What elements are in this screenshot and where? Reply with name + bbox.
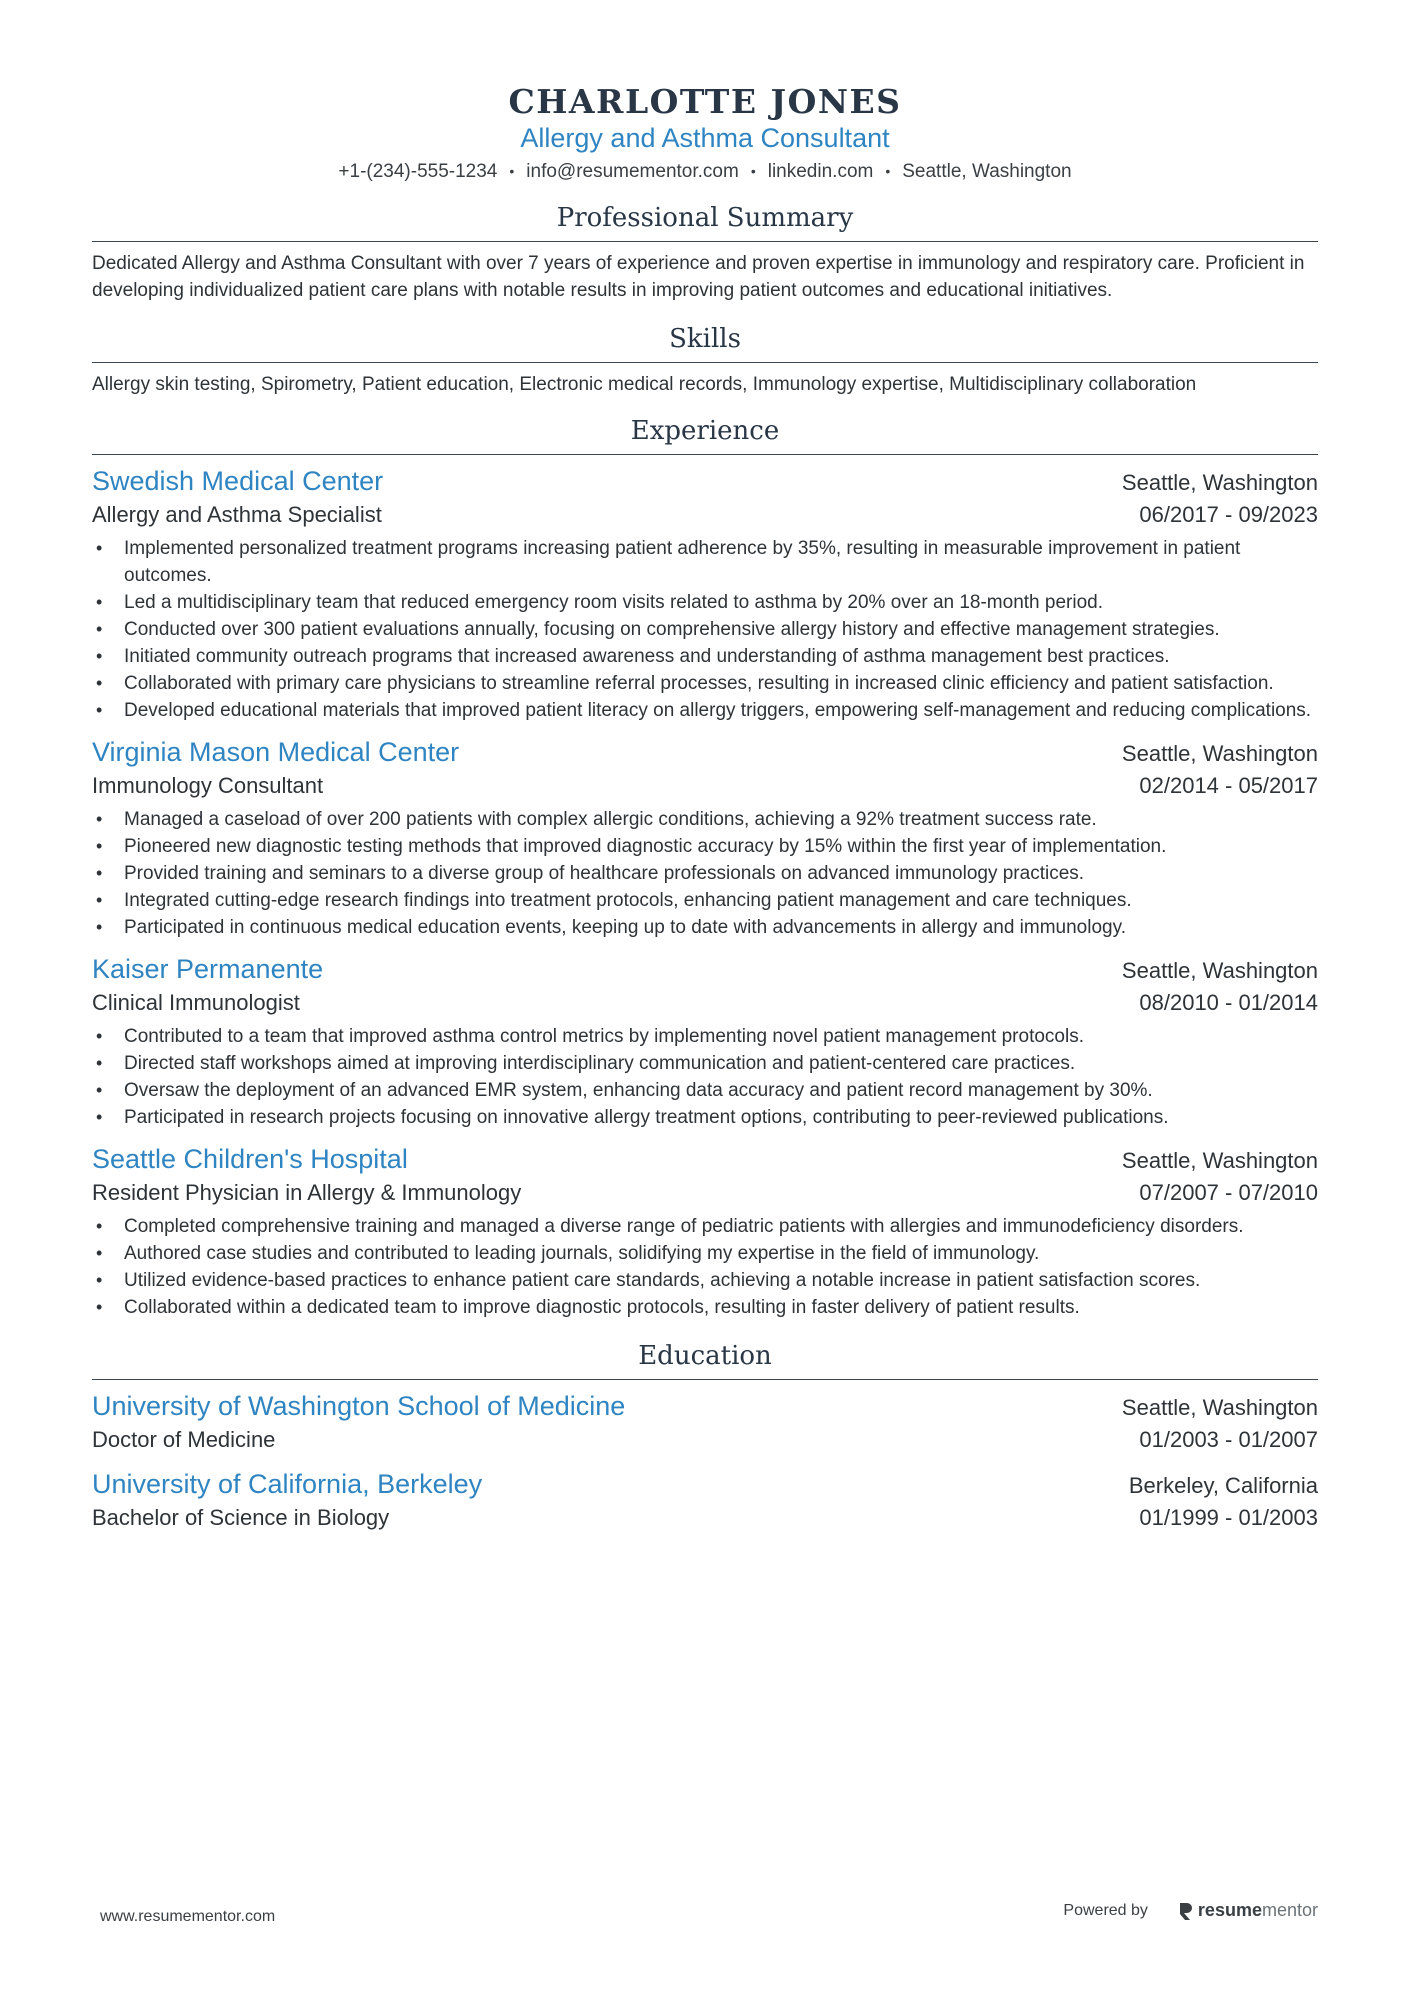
powered-by-label: Powered by xyxy=(1063,1901,1148,1919)
bullet-item: • Provided training and seminars to a diverse group of healthcare professionals on advanced immunology practices. xyxy=(92,860,1318,887)
entry-subheader-row xyxy=(92,499,1318,531)
job-role: Resident Physician in Allergy & Immunology xyxy=(92,1180,522,1205)
bullet-item: • Completed comprehensive training and managed a diverse range of pediatric patients with allergies and immunodeficiency disorders. xyxy=(92,1213,1318,1240)
job-dates: 08/2010 - 01/2014 xyxy=(1139,990,1318,1015)
experience-list xyxy=(92,463,1318,1321)
bullet-item: • Conducted over 300 patient evaluations annually, focusing on comprehensive allergy history and effective management strategies. xyxy=(92,616,1318,643)
brand-name-bold: resume xyxy=(1197,1900,1262,1920)
section-heading: Professional Summary xyxy=(92,201,1318,242)
job-location: Seattle, Washington xyxy=(1121,958,1318,983)
education-entry xyxy=(92,1388,1318,1456)
entry-subheader-row xyxy=(92,987,1318,1019)
contact-separator: • xyxy=(509,163,515,179)
entry-header-row xyxy=(92,463,1318,499)
employer-name: Virginia Mason Medical Center xyxy=(92,737,460,767)
bullet-item: • Participated in research projects focusing on innovative allergy treatment options, contributing to peer-reviewed publications. xyxy=(92,1104,1318,1131)
bullet-item: • Managed a caseload of over 200 patients with complex allergic conditions, achieving a 92% treatment success rate. xyxy=(92,806,1318,833)
job-bullets xyxy=(92,535,1318,724)
job-location: Seattle, Washington xyxy=(1121,1148,1318,1173)
contact-linkedin[interactable]: linkedin.com xyxy=(767,161,874,182)
bullet-item: • Led a multidisciplinary team that reduced emergency room visits related to asthma by 20% over an 18-month period. xyxy=(92,589,1318,616)
degree: Doctor of Medicine xyxy=(92,1427,276,1452)
school-name: University of California, Berkeley xyxy=(92,1469,483,1499)
employer-name: Seattle Children's Hospital xyxy=(92,1144,408,1174)
contact-email[interactable]: info@resumementor.com xyxy=(526,161,739,182)
bullet-item: • Integrated cutting-edge research findings into treatment protocols, enhancing patient management and care techniques. xyxy=(92,887,1318,914)
bullet-item: • Directed staff workshops aimed at improving interdisciplinary communication and patient-centered care practices. xyxy=(92,1050,1318,1077)
contact-phone: +1-(234)-555-1234 xyxy=(338,161,498,182)
job-bullets xyxy=(92,1023,1318,1131)
bullet-item: • Participated in continuous medical education events, keeping up to date with advancements in allergy and immunology. xyxy=(92,914,1318,941)
job-role: Clinical Immunologist xyxy=(92,990,300,1015)
experience-entry xyxy=(92,1141,1318,1321)
experience-section xyxy=(92,414,1318,1321)
job-dates: 02/2014 - 05/2017 xyxy=(1139,773,1318,798)
section-heading: Skills xyxy=(92,322,1318,363)
entry-header-row xyxy=(92,1141,1318,1177)
entry-header-row xyxy=(92,1466,1318,1502)
job-bullets xyxy=(92,1213,1318,1321)
employer-name: Kaiser Permanente xyxy=(92,954,324,984)
contact-line xyxy=(92,158,1318,185)
experience-entry xyxy=(92,734,1318,941)
bullet-item: • Contributed to a team that improved asthma control metrics by implementing novel patient management protocols. xyxy=(92,1023,1318,1050)
job-dates: 06/2017 - 09/2023 xyxy=(1139,502,1318,527)
entry-subheader-row xyxy=(92,1502,1318,1534)
bullet-item: • Authored case studies and contributed to leading journals, solidifying my expertise in the field of immunology. xyxy=(92,1240,1318,1267)
education-entry xyxy=(92,1466,1318,1534)
job-bullets xyxy=(92,806,1318,941)
contact-separator: • xyxy=(750,163,756,179)
section-heading: Experience xyxy=(92,414,1318,455)
degree: Bachelor of Science in Biology xyxy=(92,1505,390,1530)
education-section xyxy=(92,1339,1318,1534)
job-role: Allergy and Asthma Specialist xyxy=(92,502,382,527)
education-list xyxy=(92,1388,1318,1534)
job-location: Seattle, Washington xyxy=(1121,470,1318,495)
entry-subheader-row xyxy=(92,1177,1318,1209)
brand-logo[interactable] xyxy=(1178,1900,1318,1921)
contact-separator: • xyxy=(885,163,891,179)
school-location: Seattle, Washington xyxy=(1121,1395,1318,1420)
bullet-item: • Collaborated with primary care physicians to streamline referral processes, resulting in increased clinic efficiency and patient satisfaction. xyxy=(92,670,1318,697)
section-heading: Education xyxy=(92,1339,1318,1380)
resume-page xyxy=(92,82,1318,1534)
footer-website[interactable]: www.resumementor.com xyxy=(100,1908,276,1925)
education-dates: 01/2003 - 01/2007 xyxy=(1139,1427,1318,1452)
job-location: Seattle, Washington xyxy=(1121,741,1318,766)
resumementor-logo-icon xyxy=(1178,1901,1194,1921)
bullet-item: • Oversaw the deployment of an advanced EMR system, enhancing data accuracy and patient record management by 30%. xyxy=(92,1077,1318,1104)
bullet-item: • Initiated community outreach programs that increased awareness and understanding of asthma management best practices. xyxy=(92,643,1318,670)
skills-text: Allergy skin testing, Spirometry, Patient education, Electronic medical records, Immunology expertise, Multidisciplinary collaboration xyxy=(92,374,1197,395)
skills-section xyxy=(92,322,1318,398)
bullet-item: • Collaborated within a dedicated team to improve diagnostic protocols, resulting in faster delivery of patient results. xyxy=(92,1294,1318,1321)
summary-section xyxy=(92,201,1318,304)
entry-header-row xyxy=(92,1388,1318,1424)
job-dates: 07/2007 - 07/2010 xyxy=(1139,1180,1318,1205)
bullet-item: • Pioneered new diagnostic testing methods that improved diagnostic accuracy by 15% within the first year of implementation. xyxy=(92,833,1318,860)
resume-header xyxy=(92,82,1318,185)
education-dates: 01/1999 - 01/2003 xyxy=(1139,1505,1318,1530)
entry-subheader-row xyxy=(92,1424,1318,1456)
entry-header-row xyxy=(92,951,1318,987)
entry-subheader-row xyxy=(92,770,1318,802)
school-name: University of Washington School of Medicine xyxy=(92,1391,626,1421)
bullet-item: • Implemented personalized treatment programs increasing patient adherence by 35%, resulting in measurable improvement in patient outcomes. xyxy=(92,535,1318,589)
contact-location: Seattle, Washington xyxy=(902,161,1072,182)
bullet-item: • Developed educational materials that improved patient literacy on allergy triggers, empowering self-management and reducing complications. xyxy=(92,697,1318,724)
experience-entry xyxy=(92,463,1318,724)
school-location: Berkeley, California xyxy=(1128,1473,1318,1498)
bullet-item: • Utilized evidence-based practices to enhance patient care standards, achieving a notable increase in patient satisfaction scores. xyxy=(92,1267,1318,1294)
entry-header-row xyxy=(92,734,1318,770)
candidate-name: CHARLOTTE JONES xyxy=(508,82,902,121)
job-role: Immunology Consultant xyxy=(92,773,324,798)
footer-branding xyxy=(1063,1900,1318,1921)
experience-entry xyxy=(92,951,1318,1131)
summary-text: Dedicated Allergy and Asthma Consultant with over 7 years of experience and proven expertise in immunology and respiratory care. Proficient in developing individualized patient care plans with notable results in improving patient outcomes and educational initiatives. xyxy=(92,253,1305,301)
brand-name-light: mentor xyxy=(1261,1900,1318,1920)
candidate-title: Allergy and Asthma Consultant xyxy=(520,123,890,153)
employer-name: Swedish Medical Center xyxy=(92,466,384,496)
